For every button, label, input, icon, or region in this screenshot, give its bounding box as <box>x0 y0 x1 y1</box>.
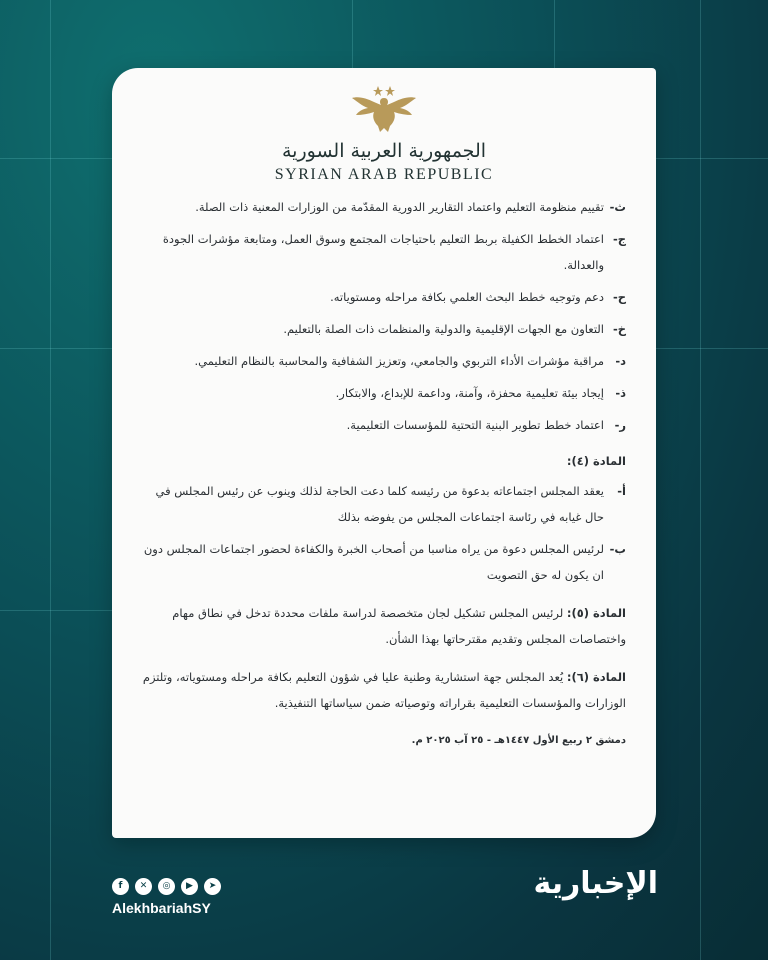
social-handle: AlekhbariahSY <box>112 900 211 916</box>
grid-line <box>50 0 51 960</box>
item-text: يعقد المجلس اجتماعاته بدعوة من رئيسه كلما دعت الحاجة لذلك وينوب عن رئيس المجلس في حال غيابه في رئاسة اجتماعات المجلس من يفوضه بذلك <box>155 484 604 524</box>
item-letter: خ- <box>612 322 626 336</box>
article-5-heading: المادة (٥): <box>566 606 626 620</box>
youtube-icon[interactable]: ▶ <box>181 878 198 895</box>
social-icons <box>112 878 221 895</box>
item-text: التعاون مع الجهات الإقليمية والدولية والمنظمات ذات الصلة بالتعليم. <box>283 322 604 336</box>
list-item <box>142 412 626 438</box>
instagram-icon[interactable]: ◎ <box>158 878 175 895</box>
telegram-icon[interactable]: ➤ <box>204 878 221 895</box>
grid-line <box>352 0 353 68</box>
item-letter: ج- <box>612 232 626 246</box>
facebook-icon[interactable]: f <box>112 878 129 895</box>
brand-logo: الإخبارية <box>533 866 658 901</box>
item-letter: ذ- <box>615 386 626 400</box>
item-text: إيجاد بيئة تعليمية محفزة، وآمنة، وداعمة للإبداع، والابتكار. <box>335 386 604 400</box>
item-text: اعتماد خطط تطوير البنية التحتية للمؤسسات التعليمية. <box>346 418 604 432</box>
eagle-emblem-icon <box>350 82 418 134</box>
grid-line <box>554 0 555 68</box>
article-5-text: لرئيس المجلس تشكيل لجان متخصصة لدراسة ملفات محددة تدخل في نطاق مهام واختصاصات المجلس وتقديم مقترحاتها بهذا الشأن. <box>172 606 626 646</box>
document-card <box>112 68 656 838</box>
item-letter: د- <box>615 354 626 368</box>
grid-line <box>0 610 112 611</box>
document-date: دمشق ٢ ربيع الأول ١٤٤٧هـ - ٢٥ آب ٢٠٢٥ م. <box>411 735 626 746</box>
item-letter: ث- <box>609 200 626 214</box>
article-6-text: يُعد المجلس جهة استشارية وطنية عليا في شؤون التعليم بكافة مراحله ومستوياته، وتلتزم الوزارات والمؤسسات التعليمية بقراراته وتوصياته ضمن سياساتها التنفيذية. <box>142 670 626 710</box>
article-6-heading: المادة (٦): <box>566 670 626 684</box>
republic-name-english: SYRIAN ARAB REPUBLIC <box>274 166 494 183</box>
item-text: دعم وتوجيه خطط البحث العلمي بكافة مراحله ومستوياته. <box>330 290 604 304</box>
item-text: اعتماد الخطط الكفيلة بربط التعليم باحتياجات المجتمع وسوق العمل، ومتابعة مؤشرات الجودة والعدالة. <box>162 232 604 272</box>
item-text: مراقبة مؤشرات الأداء التربوي والجامعي، وتعزيز الشفافية والمحاسبة بالنظام التعليمي. <box>194 354 604 368</box>
document-body <box>142 194 626 754</box>
list-item <box>142 284 626 310</box>
item-letter: ب- <box>609 542 626 556</box>
list-item <box>142 536 626 588</box>
article-4-heading: المادة (٤): <box>566 454 626 468</box>
list-item <box>142 348 626 374</box>
list-item <box>142 380 626 406</box>
article-6 <box>142 664 626 716</box>
article-5 <box>142 600 626 652</box>
list-item <box>142 478 626 530</box>
item-letter: ح- <box>612 290 626 304</box>
list-item <box>142 226 626 278</box>
item-letter: ر- <box>614 418 626 432</box>
item-text: لرئيس المجلس دعوة من يراه مناسبا من أصحاب الخبرة والكفاءة لحضور اجتماعات المجلس دون ان يكون له حق التصويت <box>143 542 604 582</box>
item-letter: أ- <box>617 484 626 498</box>
list-item <box>142 194 626 220</box>
grid-line <box>700 0 701 960</box>
x-icon[interactable]: ✕ <box>135 878 152 895</box>
item-text: تقييم منظومة التعليم واعتماد التقارير الدورية المقدّمة من الوزارات المعنية ذات الصلة. <box>195 200 604 214</box>
list-item <box>142 316 626 342</box>
republic-name-arabic: الجمهورية العربية السورية <box>281 140 487 162</box>
